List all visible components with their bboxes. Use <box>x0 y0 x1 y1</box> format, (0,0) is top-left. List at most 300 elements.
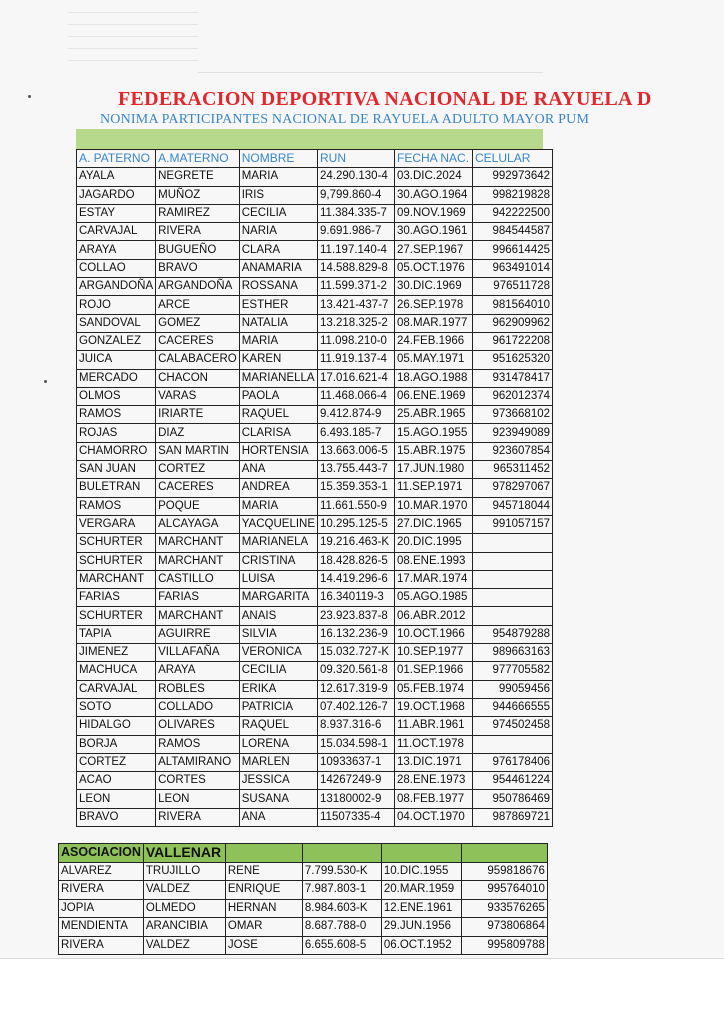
cell-nombre: PATRICIA <box>239 698 317 716</box>
cell-nombre: ANDREA <box>239 479 317 497</box>
document-title: FEDERACION DEPORTIVA NACIONAL DE RAYUELA D <box>118 88 652 110</box>
cell-a-paterno: ROJO <box>77 296 156 314</box>
cell-run: 13180002-9 <box>318 790 395 808</box>
cell-a-paterno: OLMOS <box>77 387 156 405</box>
cell-run: 15.359.353-1 <box>318 479 395 497</box>
cell-fecha-nac: 01.SEP.1966 <box>395 662 473 680</box>
cell-a-materno: RIVERA <box>156 223 240 241</box>
cell-a-paterno: MARCHANT <box>77 570 156 588</box>
table-row <box>77 479 553 497</box>
table-row <box>59 899 548 918</box>
cell-a-paterno: ACAO <box>77 772 156 790</box>
table-row <box>77 589 553 607</box>
cell-celular: 963491014 <box>473 259 553 277</box>
cell-a-paterno: RAMOS <box>77 497 156 515</box>
cell-a-materno: RAMOS <box>156 735 240 753</box>
cell-celular <box>473 570 553 588</box>
cell-run: 11.384.335-7 <box>318 204 395 222</box>
cell-a-paterno: SCHURTER <box>77 552 156 570</box>
cell-nombre: HERNAN <box>225 899 302 918</box>
cell-a-materno: ARGANDOÑA <box>156 278 240 296</box>
cell-fecha-nac: 15.AGO.1955 <box>395 424 473 442</box>
cell-celular: 992973642 <box>473 168 553 186</box>
cell-fecha-nac: 05.AGO.1985 <box>395 589 473 607</box>
cell-run: 16.132.236-9 <box>318 625 395 643</box>
table-row <box>77 753 553 771</box>
cell-celular: 989663163 <box>473 644 553 662</box>
cell-run: 13.755.443-7 <box>318 461 395 479</box>
table-row <box>59 936 548 955</box>
cell-fecha-nac: 27.SEP.1967 <box>395 241 473 259</box>
header-celular: CELULAR <box>473 150 553 168</box>
cell-celular: 981564010 <box>473 296 553 314</box>
cell-a-paterno: SCHURTER <box>77 534 156 552</box>
table-row <box>77 406 553 424</box>
cell-nombre: LORENA <box>239 735 317 753</box>
table-row <box>77 625 553 643</box>
cell-celular: 991057157 <box>473 515 553 533</box>
cell-nombre: SILVIA <box>239 625 317 643</box>
cell-run: 16.340119-3 <box>318 589 395 607</box>
header-run: RUN <box>318 150 395 168</box>
cell-a-materno: COLLADO <box>156 698 240 716</box>
table-row <box>77 808 553 826</box>
cell-nombre: ERIKA <box>239 680 317 698</box>
cell-a-paterno: BORJA <box>77 735 156 753</box>
cell-fecha-nac: 28.ENE.1973 <box>395 772 473 790</box>
table-row <box>77 735 553 753</box>
table-row <box>59 918 548 937</box>
cell-nombre: LUISA <box>239 570 317 588</box>
cell-a-paterno: ARGANDOÑA <box>77 278 156 296</box>
table-row <box>77 369 553 387</box>
cell-run: 14267249-9 <box>318 772 395 790</box>
cell-celular: 976511728 <box>473 278 553 296</box>
cell-nombre: RENE <box>225 862 302 881</box>
cell-fecha-nac: 06.ENE.1969 <box>395 387 473 405</box>
cell-fecha-nac: 09.NOV.1969 <box>395 204 473 222</box>
scan-speck <box>28 95 31 98</box>
cell-fecha-nac: 24.FEB.1966 <box>395 332 473 350</box>
cell-fecha-nac: 13.DIC.1971 <box>395 753 473 771</box>
cell-nombre: PAOLA <box>239 387 317 405</box>
cell-a-materno: VALDEZ <box>143 881 225 900</box>
cell-fecha-nac: 06.ABR.2012 <box>395 607 473 625</box>
cell-a-paterno: COLLAO <box>77 259 156 277</box>
cell-celular: 931478417 <box>473 369 553 387</box>
cell-run: 14.588.829-8 <box>318 259 395 277</box>
cell-run: 11.661.550-9 <box>318 497 395 515</box>
cell-run: 7.799.530-K <box>302 862 381 881</box>
cell-run: 11507335-4 <box>318 808 395 826</box>
cell-fecha-nac: 08.MAR.1977 <box>395 314 473 332</box>
cell-fecha-nac: 11.ABR.1961 <box>395 717 473 735</box>
cell-a-paterno: MERCADO <box>77 369 156 387</box>
cell-run: 10.295.125-5 <box>318 515 395 533</box>
cell-fecha-nac: 11.SEP.1971 <box>395 479 473 497</box>
cell-nombre: MARIANELLA <box>239 369 317 387</box>
cell-fecha-nac: 08.ENE.1993 <box>395 552 473 570</box>
table-row <box>77 424 553 442</box>
cell-nombre: SUSANA <box>239 790 317 808</box>
table-row <box>77 461 553 479</box>
cell-celular: 976178406 <box>473 753 553 771</box>
cell-a-materno: VILLAFAÑA <box>156 644 240 662</box>
cell-a-materno: ALTAMIRANO <box>156 753 240 771</box>
cell-run: 15.034.598-1 <box>318 735 395 753</box>
cell-a-paterno: MACHUCA <box>77 662 156 680</box>
cell-nombre: VERONICA <box>239 644 317 662</box>
cell-a-paterno: SOTO <box>77 698 156 716</box>
cell-nombre: YACQUELINE <box>239 515 317 533</box>
scan-speck <box>44 380 47 383</box>
cell-a-paterno: HIDALGO <box>77 717 156 735</box>
cell-fecha-nac: 30.AGO.1961 <box>395 223 473 241</box>
cell-celular: 984544587 <box>473 223 553 241</box>
cell-celular: 965311452 <box>473 461 553 479</box>
table-row <box>77 570 553 588</box>
cell-a-materno: TRUJILLO <box>143 862 225 881</box>
cell-celular <box>473 552 553 570</box>
cell-celular: 951625320 <box>473 351 553 369</box>
cell-a-paterno: ESTAY <box>77 204 156 222</box>
header-fecha-nac: FECHA NAC. <box>395 150 473 168</box>
cell-fecha-nac: 08.FEB.1977 <box>395 790 473 808</box>
cell-nombre: ANA <box>239 461 317 479</box>
cell-a-paterno: SCHURTER <box>77 607 156 625</box>
association-label: ASOCIACION <box>59 844 144 863</box>
cell-run: 18.428.826-5 <box>318 552 395 570</box>
table-row <box>77 296 553 314</box>
cell-fecha-nac: 26.SEP.1978 <box>395 296 473 314</box>
cell-fecha-nac: 06.OCT.1952 <box>381 936 461 955</box>
cell-run: 8.984.603-K <box>302 899 381 918</box>
cell-nombre: HORTENSIA <box>239 442 317 460</box>
cell-fecha-nac: 30.DIC.1969 <box>395 278 473 296</box>
cell-fecha-nac: 05.OCT.1976 <box>395 259 473 277</box>
cell-run: 24.290.130-4 <box>318 168 395 186</box>
cell-fecha-nac: 10.MAR.1970 <box>395 497 473 515</box>
header-a-paterno: A. PATERNO <box>77 150 156 168</box>
cell-a-materno: MARCHANT <box>156 607 240 625</box>
cell-run: 14.419.296-6 <box>318 570 395 588</box>
cell-celular: 978297067 <box>473 479 553 497</box>
cell-a-materno: CACERES <box>156 479 240 497</box>
cell-a-paterno: RAMOS <box>77 406 156 424</box>
cell-a-materno: FARIAS <box>156 589 240 607</box>
cell-a-paterno: JAGARDO <box>77 186 156 204</box>
table-row <box>77 278 553 296</box>
table-row <box>77 534 553 552</box>
cell-a-materno: OLIVARES <box>156 717 240 735</box>
document-subtitle: NONIMA PARTICIPANTES NACIONAL DE RAYUELA ADULTO MAYOR PUM <box>100 112 590 127</box>
table-row <box>77 241 553 259</box>
cell-fecha-nac: 18.AGO.1988 <box>395 369 473 387</box>
table-cell <box>461 844 547 863</box>
cell-run: 12.617.319-9 <box>318 680 395 698</box>
table-row <box>77 698 553 716</box>
table-header-row <box>77 150 553 168</box>
cell-run: 10933637-1 <box>318 753 395 771</box>
cell-celular: 995764010 <box>461 881 547 900</box>
cell-nombre: ANAIS <box>239 607 317 625</box>
cell-fecha-nac: 20.DIC.1995 <box>395 534 473 552</box>
cell-celular <box>473 735 553 753</box>
faint-grid-lines <box>68 12 198 72</box>
cell-celular: 954461224 <box>473 772 553 790</box>
cell-nombre: MARGARITA <box>239 589 317 607</box>
table-row <box>77 314 553 332</box>
cell-a-materno: OLMEDO <box>143 899 225 918</box>
cell-fecha-nac: 30.AGO.1964 <box>395 186 473 204</box>
cell-nombre: CLARISA <box>239 424 317 442</box>
cell-a-materno: ALCAYAGA <box>156 515 240 533</box>
cell-nombre: KAREN <box>239 351 317 369</box>
cell-fecha-nac: 15.ABR.1975 <box>395 442 473 460</box>
cell-nombre: JOSE <box>225 936 302 955</box>
cell-celular <box>473 534 553 552</box>
table-row <box>77 223 553 241</box>
cell-celular: 923949089 <box>473 424 553 442</box>
association-row <box>59 844 548 863</box>
cell-nombre: IRIS <box>239 186 317 204</box>
cell-a-materno: NEGRETE <box>156 168 240 186</box>
cell-fecha-nac: 17.JUN.1980 <box>395 461 473 479</box>
cell-run: 11.599.371-2 <box>318 278 395 296</box>
cell-fecha-nac: 25.ABR.1965 <box>395 406 473 424</box>
cell-fecha-nac: 10.DIC.1955 <box>381 862 461 881</box>
table-row <box>77 497 553 515</box>
cell-celular: 942222500 <box>473 204 553 222</box>
cell-celular: 933576265 <box>461 899 547 918</box>
vallenar-table <box>58 843 548 955</box>
cell-celular: 944666555 <box>473 698 553 716</box>
cell-celular: 962909962 <box>473 314 553 332</box>
cell-a-materno: DIAZ <box>156 424 240 442</box>
table-row <box>77 772 553 790</box>
cell-a-materno: SAN MARTIN <box>156 442 240 460</box>
association-name: VALLENAR <box>143 844 225 863</box>
cell-nombre: ANAMARIA <box>239 259 317 277</box>
participants-table <box>76 149 553 827</box>
cell-celular: 954879288 <box>473 625 553 643</box>
cell-a-materno: VARAS <box>156 387 240 405</box>
cell-a-materno: MARCHANT <box>156 552 240 570</box>
cell-a-materno: AGUIRRE <box>156 625 240 643</box>
cell-run: 19.216.463-K <box>318 534 395 552</box>
cell-a-materno: IRIARTE <box>156 406 240 424</box>
cell-a-paterno: BULETRAN <box>77 479 156 497</box>
table-row <box>77 607 553 625</box>
cell-run: 9.691.986-7 <box>318 223 395 241</box>
cell-a-materno: BRAVO <box>156 259 240 277</box>
cell-fecha-nac: 19.OCT.1968 <box>395 698 473 716</box>
cell-a-materno: ROBLES <box>156 680 240 698</box>
cell-celular <box>473 607 553 625</box>
table-row <box>77 515 553 533</box>
cell-a-paterno: GONZALEZ <box>77 332 156 350</box>
cell-nombre: MARIANELA <box>239 534 317 552</box>
cell-nombre: CRISTINA <box>239 552 317 570</box>
cell-a-materno: RAMIREZ <box>156 204 240 222</box>
table-row <box>77 552 553 570</box>
cell-fecha-nac: 11.OCT.1978 <box>395 735 473 753</box>
cell-run: 6.655.608-5 <box>302 936 381 955</box>
cell-a-paterno: TAPIA <box>77 625 156 643</box>
table-row <box>77 662 553 680</box>
cell-run: 11.098.210-0 <box>318 332 395 350</box>
cell-a-paterno: RIVERA <box>59 936 144 955</box>
cell-nombre: RAQUEL <box>239 717 317 735</box>
cell-run: 11.197.140-4 <box>318 241 395 259</box>
cell-nombre: CLARA <box>239 241 317 259</box>
table-row <box>77 168 553 186</box>
cell-a-materno: GOMEZ <box>156 314 240 332</box>
cell-fecha-nac: 03.DIC.2024 <box>395 168 473 186</box>
cell-celular: 950786469 <box>473 790 553 808</box>
cell-nombre: ANA <box>239 808 317 826</box>
cell-a-paterno: ALVAREZ <box>59 862 144 881</box>
cell-fecha-nac: 20.MAR.1959 <box>381 881 461 900</box>
cell-run: 15.032.727-K <box>318 644 395 662</box>
cell-run: 11.919.137-4 <box>318 351 395 369</box>
cell-a-paterno: ARAYA <box>77 241 156 259</box>
table-row <box>77 644 553 662</box>
cell-nombre: MARIA <box>239 332 317 350</box>
table-row <box>77 387 553 405</box>
cell-fecha-nac: 17.MAR.1974 <box>395 570 473 588</box>
cell-a-materno: MARCHANT <box>156 534 240 552</box>
cell-a-paterno: SANDOVAL <box>77 314 156 332</box>
cell-a-paterno: MENDIENTA <box>59 918 144 937</box>
cell-celular: 962012374 <box>473 387 553 405</box>
cell-a-materno: ARAYA <box>156 662 240 680</box>
cell-fecha-nac: 04.OCT.1970 <box>395 808 473 826</box>
cell-fecha-nac: 10.SEP.1977 <box>395 644 473 662</box>
table-cell <box>381 844 461 863</box>
cell-a-materno: LEON <box>156 790 240 808</box>
cell-a-materno: CASTILLO <box>156 570 240 588</box>
cell-celular: 995809788 <box>461 936 547 955</box>
table-row <box>77 680 553 698</box>
cell-fecha-nac: 27.DIC.1965 <box>395 515 473 533</box>
cell-a-paterno: BRAVO <box>77 808 156 826</box>
cell-a-paterno: CARVAJAL <box>77 680 156 698</box>
cell-nombre: ENRIQUE <box>225 881 302 900</box>
cell-a-materno: ARCE <box>156 296 240 314</box>
cell-a-materno: ARANCIBIA <box>143 918 225 937</box>
cell-celular: 945718044 <box>473 497 553 515</box>
cell-a-paterno: ROJAS <box>77 424 156 442</box>
cell-celular: 99059456 <box>473 680 553 698</box>
cell-a-paterno: AYALA <box>77 168 156 186</box>
cell-run: 9,799.860-4 <box>318 186 395 204</box>
cell-a-paterno: RIVERA <box>59 881 144 900</box>
cell-a-materno: CORTEZ <box>156 461 240 479</box>
cell-celular: 973668102 <box>473 406 553 424</box>
cell-a-materno: CALABACERO <box>156 351 240 369</box>
vallenar-table-wrap <box>58 843 548 955</box>
cell-celular: 973806864 <box>461 918 547 937</box>
cell-nombre: OMAR <box>225 918 302 937</box>
cell-fecha-nac: 10.OCT.1966 <box>395 625 473 643</box>
cell-a-paterno: JIMENEZ <box>77 644 156 662</box>
cell-nombre: CECILIA <box>239 662 317 680</box>
cell-a-paterno: SAN JUAN <box>77 461 156 479</box>
cell-celular: 998219828 <box>473 186 553 204</box>
cell-a-materno: MUÑOZ <box>156 186 240 204</box>
cell-celular <box>473 589 553 607</box>
cell-a-materno: POQUE <box>156 497 240 515</box>
cell-a-materno: CORTES <box>156 772 240 790</box>
cell-run: 9.412.874-9 <box>318 406 395 424</box>
cell-run: 09.320.561-8 <box>318 662 395 680</box>
header-a-materno: A.MATERNO <box>156 150 240 168</box>
table-row <box>77 332 553 350</box>
cell-a-paterno: LEON <box>77 790 156 808</box>
cell-run: 13.663.006-5 <box>318 442 395 460</box>
table-cell <box>225 844 302 863</box>
cell-run: 11.468.066-4 <box>318 387 395 405</box>
cell-run: 23.923.837-8 <box>318 607 395 625</box>
table-row <box>77 790 553 808</box>
table-cell <box>302 844 381 863</box>
table-row <box>59 881 548 900</box>
cell-nombre: MARLEN <box>239 753 317 771</box>
cell-run: 6.493.185-7 <box>318 424 395 442</box>
cell-nombre: RAQUEL <box>239 406 317 424</box>
cell-a-paterno: JUICA <box>77 351 156 369</box>
cell-run: 8.687.788-0 <box>302 918 381 937</box>
table-row <box>77 351 553 369</box>
cell-celular: 974502458 <box>473 717 553 735</box>
cell-a-materno: VALDEZ <box>143 936 225 955</box>
cell-nombre: CECILIA <box>239 204 317 222</box>
cell-fecha-nac: 12.ENE.1961 <box>381 899 461 918</box>
cell-a-materno: BUGUEÑO <box>156 241 240 259</box>
cell-a-paterno: VERGARA <box>77 515 156 533</box>
cell-fecha-nac: 05.FEB.1974 <box>395 680 473 698</box>
cell-run: 07.402.126-7 <box>318 698 395 716</box>
cell-fecha-nac: 29.JUN.1956 <box>381 918 461 937</box>
cell-nombre: ESTHER <box>239 296 317 314</box>
cell-nombre: MARIA <box>239 168 317 186</box>
cell-a-paterno: CORTEZ <box>77 753 156 771</box>
table-row <box>59 862 548 881</box>
cell-a-materno: CACERES <box>156 332 240 350</box>
cell-run: 13.421-437-7 <box>318 296 395 314</box>
cell-celular: 961722208 <box>473 332 553 350</box>
cell-fecha-nac: 05.MAY.1971 <box>395 351 473 369</box>
participants-table-wrap <box>76 149 553 827</box>
header-green-bar <box>76 129 543 149</box>
table-row <box>77 442 553 460</box>
cell-a-materno: RIVERA <box>156 808 240 826</box>
cell-celular: 987869721 <box>473 808 553 826</box>
cell-nombre: MARIA <box>239 497 317 515</box>
cell-run: 13.218.325-2 <box>318 314 395 332</box>
cell-run: 8.937.316-6 <box>318 717 395 735</box>
table-row <box>77 259 553 277</box>
cell-a-paterno: CARVAJAL <box>77 223 156 241</box>
cell-run: 7.987.803-1 <box>302 881 381 900</box>
table-row <box>77 717 553 735</box>
cell-nombre: NARIA <box>239 223 317 241</box>
header-nombre: NOMBRE <box>239 150 317 168</box>
cell-nombre: JESSICA <box>239 772 317 790</box>
table-row <box>77 204 553 222</box>
cell-a-paterno: JOPIA <box>59 899 144 918</box>
